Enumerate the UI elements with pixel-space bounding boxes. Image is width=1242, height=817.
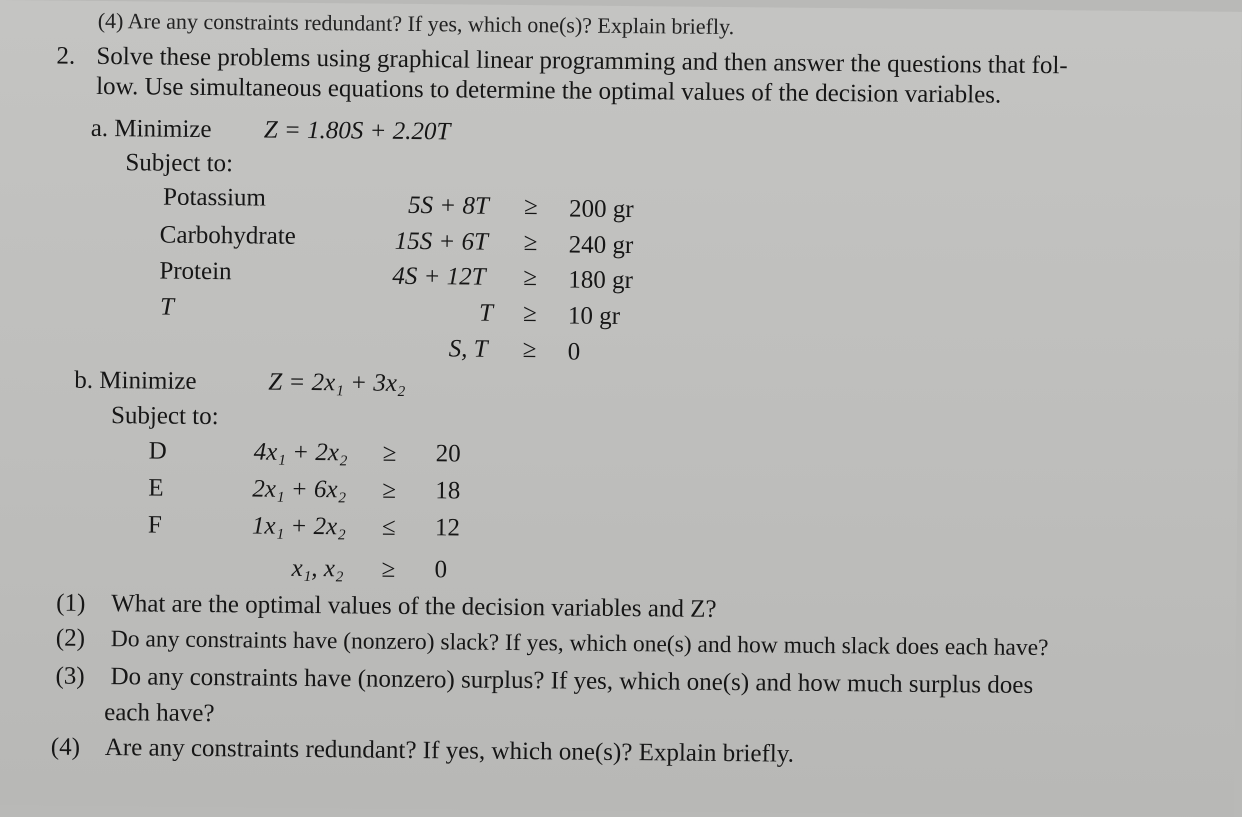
constraint-op-potassium: ≥: [523, 193, 538, 221]
question-number: (2): [55, 624, 86, 652]
part-b-label: b. Minimize: [74, 366, 197, 395]
problem-text-line-1: Solve these problems using graphical linear programming and then answer the questions that fol-: [96, 42, 1068, 80]
constraint-lhs-potassium: 5S + 8T: [407, 191, 489, 220]
constraint-rhs-d: 20: [435, 440, 461, 468]
constraint-rhs-nonneg-b: 0: [434, 556, 448, 584]
constraint-lhs-protein: 4S + 12T: [392, 262, 486, 291]
constraint-lhs-d: 4x₁ + 2x₂: [253, 438, 348, 467]
problem-number: 2.: [56, 42, 76, 70]
constraint-op-d: ≥: [382, 439, 397, 467]
constraint-rhs-protein: 180 gr: [568, 266, 634, 295]
constraint-rhs-potassium: 200 gr: [568, 195, 634, 224]
constraint-rhs-carbohydrate: 240 gr: [568, 231, 634, 260]
constraint-lhs-f: 1x₁ + 2x₂: [251, 512, 347, 541]
question-text: Do any constraints have (nonzero) surplus? If yes, which one(s) and how much surplus does: [110, 663, 1034, 699]
constraint-rhs-f: 12: [434, 514, 461, 542]
question-number: (4): [50, 733, 81, 761]
part-b-subject-to: Subject to:: [110, 402, 219, 431]
constraint-op-f: ≤: [381, 513, 396, 541]
constraint-name-carbohydrate: Carbohydrate: [159, 221, 296, 250]
question-number: (3): [55, 662, 85, 690]
constraint-name-potassium: Potassium: [162, 183, 267, 212]
constraint-op-e: ≥: [382, 476, 397, 504]
question-text: Do any constraints have (nonzero) slack? If yes, which one(s) and how much slack does each have?: [110, 626, 1049, 662]
constraint-op-nonneg-a: ≥: [522, 336, 537, 364]
constraint-op-carbohydrate: ≥: [523, 229, 538, 257]
cut-off-question: (4) Are any constraints redundant? If yes, which one(s)? Explain briefly.: [97, 7, 735, 40]
part-a-subject-to: Subject to:: [125, 149, 234, 178]
constraint-op-protein: ≥: [523, 264, 538, 292]
part-b-objective: Z = 2x₁ + 3x₂: [268, 368, 406, 397]
constraint-lhs-e: 2x₁ + 6x₂: [252, 475, 347, 504]
constraint-name-d: D: [148, 437, 167, 465]
part-a-label: a. Minimize: [90, 114, 212, 144]
constraint-lhs-nonneg-b: x₁, x₂: [291, 554, 344, 583]
constraint-rhs-t: 10 gr: [567, 302, 621, 330]
constraint-rhs-nonneg-a: 0: [567, 338, 581, 366]
constraint-name-e: E: [148, 474, 164, 502]
problem-text-line-2: low. Use simultaneous equations to determine the optimal values of the decision variables.: [96, 72, 1002, 109]
constraint-name-f: F: [147, 511, 163, 539]
question-text-continued: each have?: [104, 699, 215, 728]
constraint-op-nonneg-b: ≥: [381, 555, 396, 583]
constraint-lhs-nonneg-a: S, T: [448, 335, 488, 363]
constraint-name-t: T: [159, 293, 175, 321]
question-text: What are the optimal values of the decision variables and Z?: [111, 590, 717, 623]
part-a-objective: Z = 1.80S + 2.20T: [263, 116, 451, 146]
question-text: Are any constraints redundant? If yes, which one(s)? Explain briefly.: [104, 734, 795, 768]
constraint-name-protein: Protein: [159, 257, 232, 286]
constraint-op-t: ≥: [522, 300, 537, 328]
constraint-lhs-carbohydrate: 15S + 6T: [394, 227, 489, 256]
question-number: (1): [56, 589, 86, 617]
constraint-rhs-e: 18: [435, 477, 461, 505]
constraint-lhs-t: T: [478, 299, 494, 327]
